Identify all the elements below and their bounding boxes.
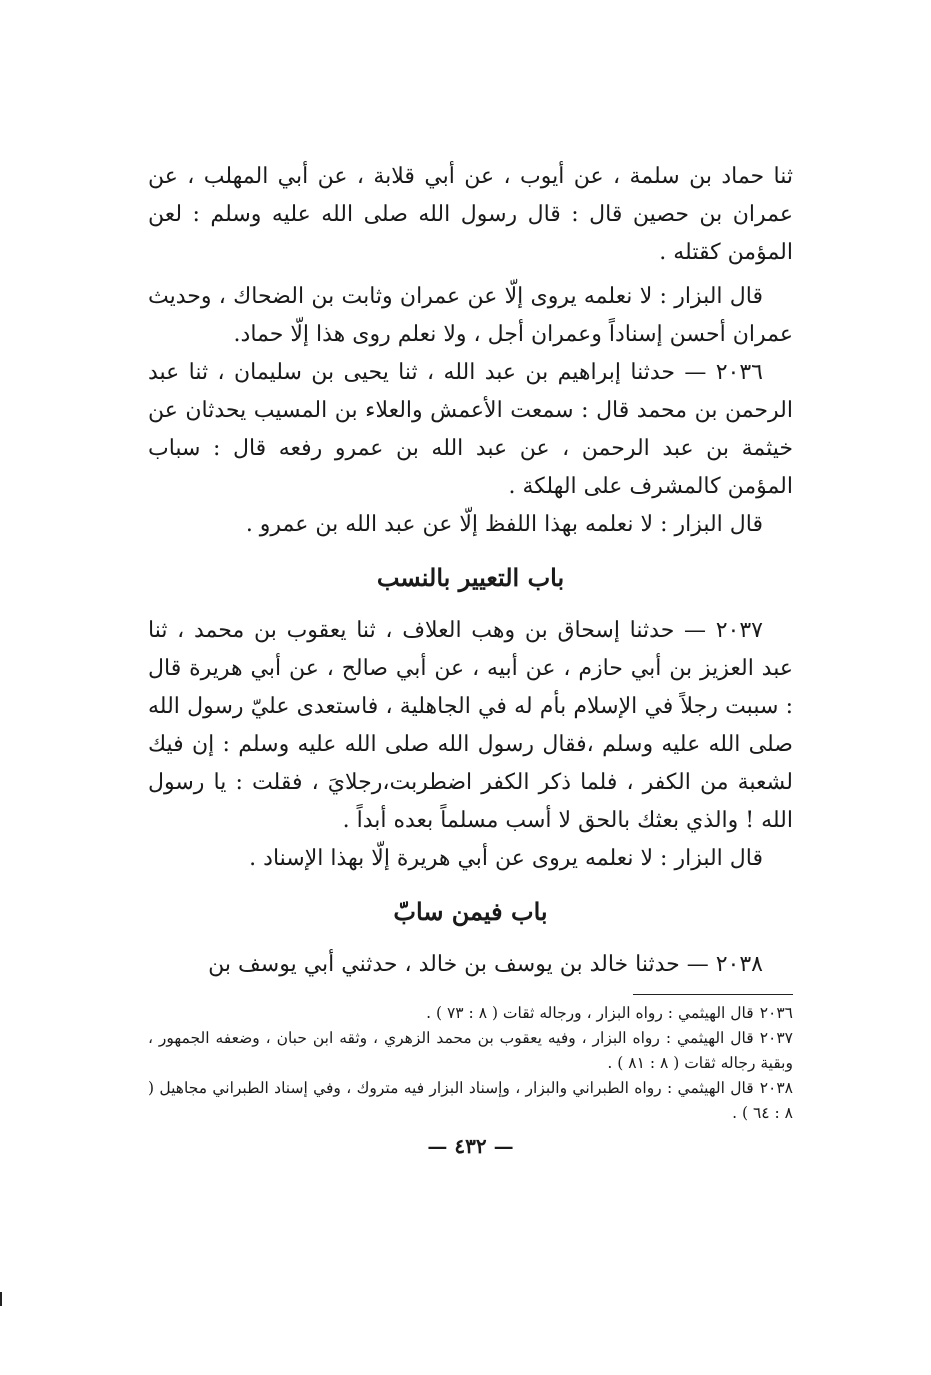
paragraph-hadith-2035-text: ثنا حماد بن سلمة ، عن أيوب ، عن أبي قلابة ، عن أبي المهلب ، عن عمران بن حصين قال : قال رسول الله صلى الله عليه وسلم : لعن المؤمن كقتله . — [148, 164, 793, 265]
paragraph-bazzar-comment-2037: قال البزار : لا نعلمه يروى عن أبي هريرة إلّا بهذا الإسناد . — [249, 846, 763, 871]
footnote-2037 — [148, 1026, 793, 1076]
paragraph-hadith-2037: ٢٠٣٧ — حدثنا إسحاق بن وهب العلاف ، ثنا يعقوب بن محمد ، ثنا عبد العزيز بن أبي حازم ، عن أبيه ، عن أبي صالح ، عن أبي هريرة قال : سببت رجلاً في الإسلام بأم له في الجاهلية ، فاستعدى عليّ رسول الله صلى الله عليه وسلم ،فقال رسول الله صلى الله عليه وسلم : إن فيك لشعبة من الكفر ، فلما ذكر الكفر اضطربت،رجلايَ ، فقلت : يا رسول الله ! والذي بعثك بالحق لا أسب مسلماً بعده أبداً . — [148, 618, 793, 833]
paragraph-bazzar-comment-2036: قال البزار : لا نعلمه بهذا اللفظ إلّا عن عبد الله بن عمرو . — [245, 512, 763, 537]
page-number: — ٤٣٢ — — [427, 1134, 514, 1158]
footnote-number: ٢٠٣٧ — [759, 1029, 793, 1047]
page-body — [148, 158, 793, 1158]
footnote-text: قال الهيثمي : رواه الطبراني والبزار ، وإسناد البزار فيه متروك ، وفي إسناد الطبراني مجاهيل ( ٨ : ٦٤ ) . — [148, 1079, 793, 1122]
footnote-text: قال الهيثمي : رواه البزار ، وفيه يعقوب بن محمد الزهري ، وثقه ابن حبان ، وضعفه الجمهور ، وبقية رجاله ثقات ( ٨ : ٨١ ) . — [148, 1029, 793, 1072]
paragraph-bazzar-comment-2035: قال البزار : لا نعلمه يروى إلّا عن عمران وثابت بن الضحاك ، وحديث عمران أحسن إسناداً وعمران أجل ، ولا نعلم روى هذا إلّا حماد. — [148, 284, 793, 347]
paragraph-hadith-2036: ٢٠٣٦ — حدثنا إبراهيم بن عبد الله ، ثنا يحيى بن سليمان ، ثنا عبد الرحمن بن محمد قال : سمعت الأعمش والعلاء بن المسيب يحدثان عن خيثمة بن عبد الرحمن ، عن عبد الله بن عمرو رفعه قال : سباب المؤمن كالمشرف على الهلكة . — [148, 360, 793, 499]
footnote-2036 — [148, 1001, 793, 1026]
chapter-heading-saab: باب فيمن سابّ — [393, 897, 548, 926]
paragraph-hadith-2038: ٢٠٣٨ — حدثنا خالد بن يوسف بن خالد ، حدثني أبي يوسف بن — [208, 952, 763, 977]
footnote-text: قال الهيثمي : رواه البزار ، ورجاله ثقات ( ٨ : ٧٣ ) . — [426, 1004, 754, 1022]
scan-edge-mark — [0, 1292, 2, 1306]
footnote-divider — [633, 994, 793, 995]
footnote-number: ٢٠٣٨ — [759, 1079, 793, 1097]
chapter-heading-taayir: باب التعيير بالنسب — [376, 563, 565, 592]
footnote-2038 — [148, 1076, 793, 1126]
footnote-number: ٢٠٣٦ — [759, 1004, 793, 1022]
